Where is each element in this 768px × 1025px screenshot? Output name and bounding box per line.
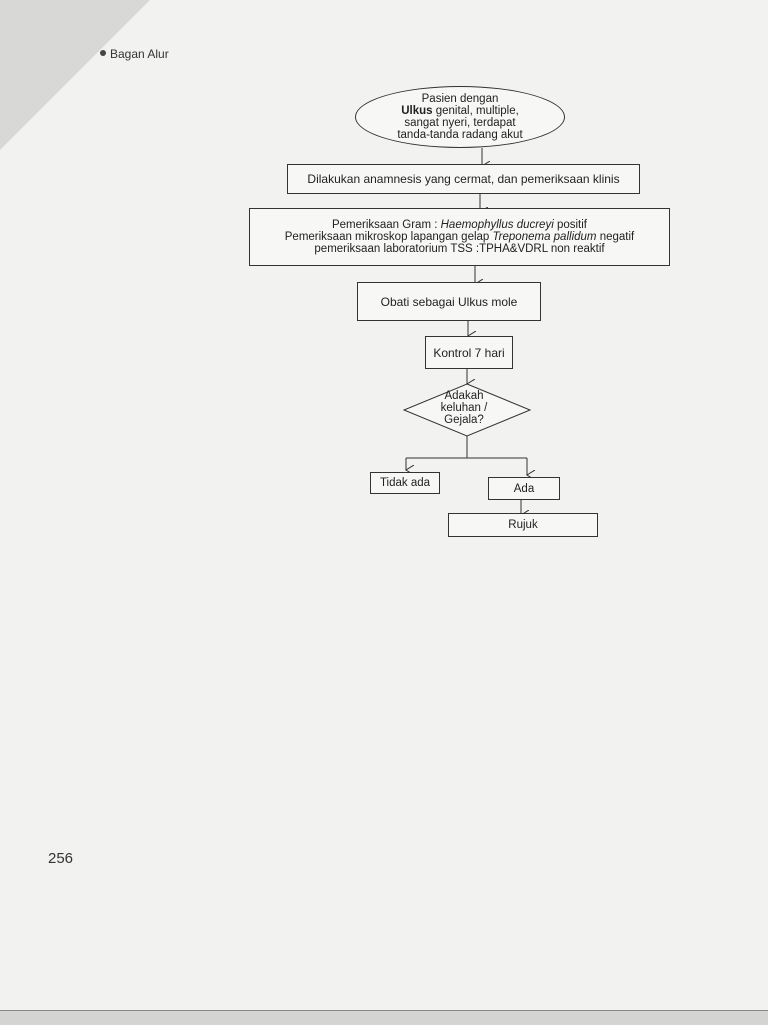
branch-no-text: Tidak ada	[379, 477, 431, 489]
page-number: 256	[48, 850, 74, 867]
anamnesis-text: Dilakukan anamnesis yang cermat, dan pemeriksaan klinis	[307, 172, 620, 186]
branch-yes-box	[488, 477, 560, 500]
control-box	[425, 336, 513, 369]
treat-text: Obati sebagai Ulkus mole	[380, 294, 518, 309]
control-text: Kontrol 7 hari	[433, 345, 505, 360]
section-header: Bagan Alur	[110, 47, 169, 61]
lab-exam-box	[249, 208, 670, 266]
branch-no-box	[370, 472, 440, 494]
start-text-line4: tanda-tanda radang akut	[397, 129, 523, 141]
start-text-line2: Ulkus genital, multiple,	[401, 105, 519, 117]
end-box	[448, 513, 598, 537]
treat-box	[357, 282, 541, 321]
start-ellipse	[355, 86, 565, 148]
lab-text-line3: pemeriksaan laboratorium TSS :TPHA&VDRL non reaktif	[314, 243, 605, 255]
end-text: Rujuk	[508, 519, 538, 531]
page-bottom-edge	[0, 1010, 768, 1025]
start-text-line1: Pasien dengan	[421, 93, 499, 105]
lab-text-line2: Pemeriksaan mikroskop lapangan gelap Treponema pallidum negatif	[284, 231, 635, 243]
start-text-line3: sangat nyeri, terdapat	[404, 117, 516, 129]
lab-text-line1: Pemeriksaan Gram : Haemophyllus ducreyi positif	[331, 219, 588, 231]
branch-yes-text: Ada	[513, 482, 535, 495]
decision-text: Adakah keluhan / Gejala?	[440, 390, 488, 426]
anamnesis-box	[287, 164, 640, 194]
